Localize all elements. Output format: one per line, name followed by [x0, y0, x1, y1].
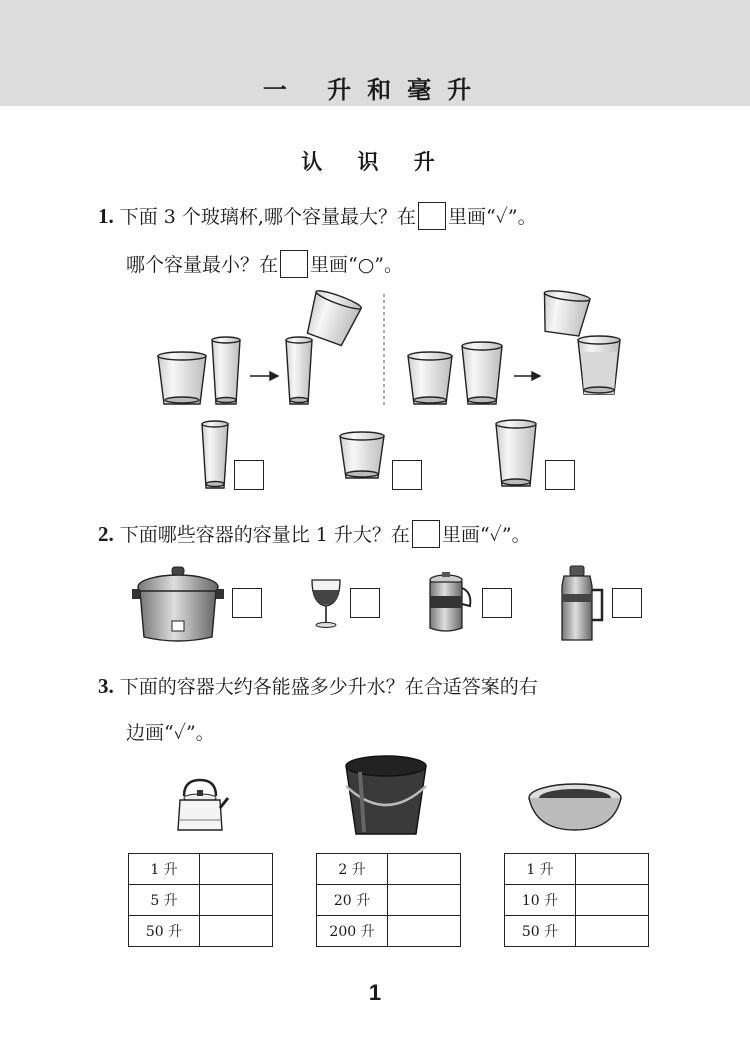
option-label: 50 升 — [505, 916, 576, 947]
q1-number: 1. — [98, 204, 114, 228]
q1-line2-before: 哪个容量最小？在 — [126, 254, 279, 276]
q2-number: 2. — [98, 522, 114, 546]
q3-number: 3. — [98, 674, 114, 698]
arrow-right-icon — [250, 372, 278, 380]
answer-cell[interactable] — [576, 885, 649, 916]
glass-pouring-icon-2 — [539, 289, 590, 337]
table-row — [129, 854, 273, 885]
thermos-icon — [556, 564, 606, 644]
q2-answer-box-1[interactable] — [232, 588, 262, 618]
table-row — [317, 854, 461, 885]
answer-cell[interactable] — [388, 916, 461, 947]
q2-text-after: 里画“✓”。 — [441, 524, 531, 546]
q1-answer-box-1[interactable] — [234, 460, 264, 490]
glass-wide-filled-icon — [578, 336, 620, 394]
answer-cell[interactable] — [576, 854, 649, 885]
option-label: 20 升 — [317, 885, 388, 916]
chapter-title: 一 升和毫升 — [262, 76, 488, 104]
q1-inline-box-2 — [280, 250, 308, 278]
glass-wide-icon-2 — [408, 352, 452, 404]
bowl-icon — [526, 782, 624, 834]
wine-glass-icon — [308, 576, 344, 630]
answer-cell[interactable] — [200, 885, 273, 916]
glass-medium-icon — [462, 342, 502, 404]
q1-inline-box — [418, 202, 446, 230]
q1-answer-box-2[interactable] — [392, 460, 422, 490]
option-label: 50 升 — [129, 916, 200, 947]
section-title: 认 识 升 — [301, 149, 449, 174]
kettle-icon — [170, 774, 230, 834]
page-number: 1 — [368, 980, 382, 1005]
q3-line1 — [98, 672, 538, 699]
option-label: 1 升 — [129, 854, 200, 885]
answer-cell[interactable] — [388, 854, 461, 885]
q3-text-line1: 下面的容器大约各能盛多少升水？在合适答案的右 — [119, 676, 538, 698]
q3-answer-table-1 — [128, 853, 273, 947]
option-label: 1 升 — [505, 854, 576, 885]
table-row — [505, 885, 649, 916]
pouring-experiment-illustration — [150, 288, 630, 413]
q3-answer-table-3 — [504, 853, 649, 947]
answer-cell[interactable] — [200, 854, 273, 885]
q1-line2 — [126, 250, 403, 278]
table-row — [129, 916, 273, 947]
q2-text-before: 下面哪些容器的容量比 1 升大？在 — [119, 524, 410, 546]
table-row — [129, 885, 273, 916]
option-label: 5 升 — [129, 885, 200, 916]
chapter-header — [0, 0, 750, 106]
glass-option-short-icon — [338, 432, 388, 482]
table-row — [505, 854, 649, 885]
option-label: 10 升 — [505, 885, 576, 916]
answer-cell[interactable] — [388, 885, 461, 916]
glass-tall-filled-icon — [286, 337, 312, 404]
glass-option-medium-icon — [494, 418, 538, 490]
pot-icon — [426, 570, 474, 634]
option-label: 200 升 — [317, 916, 388, 947]
q2-inline-box — [412, 520, 440, 548]
option-label: 2 升 — [317, 854, 388, 885]
q2-answer-box-4[interactable] — [612, 588, 642, 618]
answer-cell[interactable] — [576, 916, 649, 947]
q2-answer-box-3[interactable] — [482, 588, 512, 618]
q2-answer-box-2[interactable] — [350, 588, 380, 618]
bucket-icon — [340, 752, 432, 838]
table-row — [505, 916, 649, 947]
rice-cooker-icon — [130, 563, 226, 645]
arrow-right-icon-2 — [514, 372, 540, 380]
q3-text-line2: 边画“✓”。 — [126, 722, 215, 744]
q1-answer-box-3[interactable] — [545, 460, 575, 490]
answer-cell[interactable] — [200, 916, 273, 947]
table-row — [317, 885, 461, 916]
glass-wide-icon — [158, 352, 206, 404]
q3-line2 — [126, 718, 215, 745]
q1-line1 — [98, 202, 537, 230]
q1-text-before: 下面 3 个玻璃杯,哪个容量最大？在 — [119, 206, 416, 228]
q1-line2-after: 里画“○”。 — [310, 254, 404, 276]
table-row — [317, 916, 461, 947]
q1-text-after: 里画“✓”。 — [447, 206, 537, 228]
q3-answer-table-2 — [316, 853, 461, 947]
q2-line — [98, 520, 531, 548]
glass-tall-icon — [212, 337, 240, 404]
